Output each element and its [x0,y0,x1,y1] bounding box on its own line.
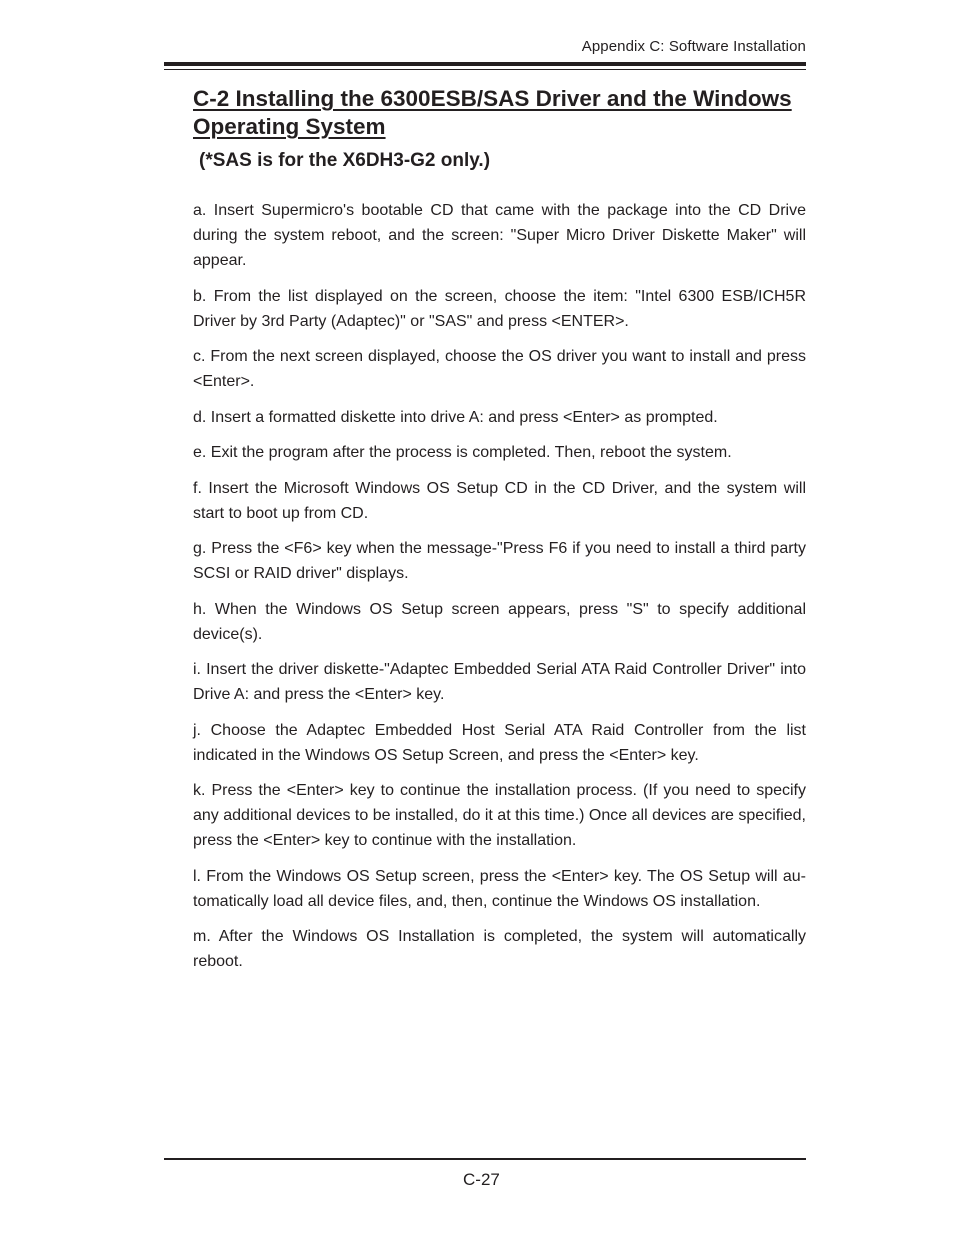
header-rule-thin [164,69,806,70]
step-d: d. Insert a formatted diskette into drive A: and press <Enter> as prompted. [193,408,718,426]
step-c: c. From the next screen displayed, choose the OS driver you want to install and press <Enter>. [193,348,806,390]
step-g: g. Press the <F6> key when the message-"Press F6 if you need to install a third party SCSI or RAID driver" displays. [193,540,806,582]
header-rule-thick [164,62,806,66]
step-b: b. From the list displayed on the screen, choose the item: "Intel 6300 ESB/ICH5R Driver by 3rd Party (Adaptec)" or "SAS" and press <ENTER>. [193,287,806,330]
step-h: h. When the Windows OS Setup screen appears, press "S" to specify additional device(s). [193,600,806,643]
step-k: k. Press the <Enter> key to continue the installation process. (If you need to specify any additional devices to be installed, do it at this time.) Once all devices are specified, press the <Enter> key to continue with the installation. [193,782,806,849]
step-f: f. Insert the Microsoft Windows OS Setup CD in the CD Driver, and the system will start to boot up from CD. [193,479,806,522]
step-m: m. After the Windows OS Installation is completed, the system will automatically reboot. [193,928,806,970]
step-l: l. From the Windows OS Setup screen, press the <Enter> key. The OS Setup will automatically load all device files, and, then, continue the Windows OS installation. [193,867,806,910]
step-a: a. Insert Supermicro's bootable CD that came with the package into the CD Drive during the system reboot, and the screen: "Super Micro Driver Diskette Maker" will appear. [193,202,806,269]
step-list [193,198,806,985]
running-header: Appendix C: Software Installation [581,38,806,55]
step-e: e. Exit the program after the process is completed. Then, reboot the system. [193,444,732,461]
page-number: C-27 [463,1170,500,1189]
footer-rule [164,1158,806,1160]
step-j: j. Choose the Adaptec Embedded Host Serial ATA Raid Controller from the list indicated in the Windows OS Setup Screen, and press the <Enter> key. [193,721,806,764]
section-note: (*SAS is for the X6DH3-G2 only.) [199,150,491,171]
step-i: i. Insert the driver diskette-"Adaptec Embedded Serial ATA Raid Controller Driver" into Drive A: and press the <Enter> key. [193,661,806,703]
section-title: C-2 Installing the 6300ESB/SAS Driver and the Windows Operating System [193,86,792,139]
